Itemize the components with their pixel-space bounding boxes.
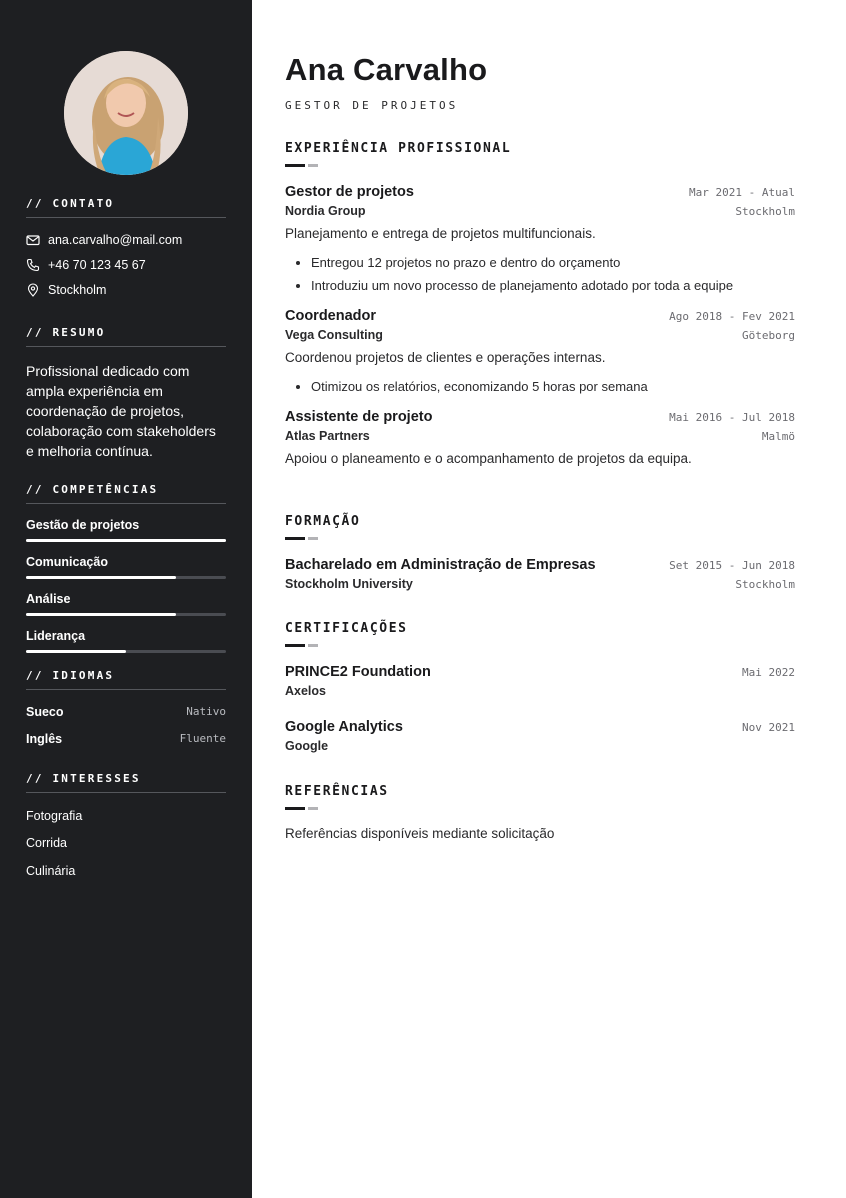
entry-header [285,557,795,573]
job-location: Göteborg [742,329,795,342]
certification-entry [285,664,795,698]
section-divider [285,807,795,810]
skill-name: Análise [26,592,71,606]
education-list [285,557,795,591]
job-description: Apoiou o planeamento e o acompanhamento de projetos da equipa. [285,451,692,466]
language-name: Inglês [26,731,63,746]
entry-header [285,664,795,680]
candidate-name: Ana Carvalho [285,52,488,87]
certification-date: Mai 2022 [742,666,795,679]
interests-section [26,772,226,885]
certifications-section [285,621,795,753]
language-row [26,725,226,752]
experience-entry [285,184,795,297]
languages-section [26,669,226,752]
language-level: Fluente [179,732,226,745]
certification-issuer: Axelos [285,684,326,698]
skill-level-fill [26,650,126,653]
references-section [285,784,795,841]
achievement-item: • Entregou 12 projetos no prazo e dentro do orçamento [311,251,795,274]
skill-level-fill [26,539,226,542]
experience-list [285,184,795,466]
languages-list [26,698,226,752]
summary-heading: // RESUMO [26,326,226,347]
entry-header [285,308,795,324]
entry-header [285,719,795,735]
company-name: Atlas Partners [285,429,370,443]
skill-item [26,555,226,579]
job-description: Planejamento e entrega de projetos multifuncionais. [285,226,596,241]
job-date: Ago 2018 - Fev 2021 [669,310,795,323]
candidate-role: GESTOR DE PROJETOS [285,99,459,112]
skill-name: Comunicação [26,555,108,569]
skill-name: Gestão de projetos [26,518,140,532]
certification-title: Google Analytics [285,719,403,735]
entry-header [285,409,795,425]
achievement-item: • Otimizou os relatórios, economizando 5 horas por semana [311,375,795,398]
language-name: Sueco [26,704,64,719]
job-title: Coordenador [285,308,377,324]
entry-header [285,184,795,200]
skill-item [26,592,226,616]
job-title: Gestor de projetos [285,184,414,200]
certification-entry [285,719,795,753]
language-row [26,698,226,725]
contact-email-text: ana.carvalho@mail.com [48,232,183,247]
interests-heading: // INTERESSES [26,772,226,793]
job-location: Malmö [761,430,795,443]
sidebar [0,0,252,1198]
skill-item [26,629,226,653]
school-name: Stockholm University [285,577,413,591]
entry-subheader [285,328,795,342]
contact-phone-text: +46 70 123 45 67 [48,257,146,272]
skills-list [26,518,226,653]
achievement-item: • Introduziu um novo processo de planejamento adotado por toda a equipe [311,274,795,297]
location-pin-icon [26,283,40,297]
education-heading: FORMAÇÃO [285,514,361,529]
skill-level-fill [26,576,176,579]
profile-photo [64,51,188,175]
contact-location [26,277,226,302]
certification-title: PRINCE2 Foundation [285,664,431,680]
experience-section [285,141,795,466]
contact-email[interactable] [26,227,226,252]
interest-item: Culinária [26,863,76,878]
entry-subheader [285,577,795,591]
skill-name: Liderança [26,629,86,643]
summary-text: Profissional dedicado com ampla experiência em coordenação de projetos, colaboração com stakeholders e melhoria contínua. [26,363,216,459]
language-level: Nativo [186,705,226,718]
education-entry [285,557,795,591]
skill-level-fill [26,613,176,616]
company-name: Nordia Group [285,204,366,218]
section-divider [285,537,795,540]
contact-location-text: Stockholm [48,282,107,297]
company-name: Vega Consulting [285,328,383,342]
certification-issuer: Google [285,739,329,753]
experience-entry [285,409,795,466]
job-location: Stockholm [735,205,795,218]
skill-level-bar [26,576,226,579]
certifications-heading: CERTIFICAÇÕES [285,621,408,636]
job-date: Mar 2021 - Atual [689,186,795,199]
references-heading: REFERÊNCIAS [285,784,389,799]
phone-icon [26,258,40,272]
section-divider [285,164,795,167]
experience-heading: EXPERIÊNCIA PROFISSIONAL [285,141,512,156]
job-date: Mai 2016 - Jul 2018 [669,411,795,424]
entry-subheader [285,739,795,753]
interests-list [26,802,226,885]
references-text: Referências disponíveis mediante solicitação [285,826,555,841]
summary-section [26,326,226,461]
section-divider [285,644,795,647]
skill-item [26,518,226,542]
experience-entry [285,308,795,398]
profile-photo-image [64,51,188,175]
job-title: Assistente de projeto [285,409,433,425]
contact-phone[interactable] [26,252,226,277]
interest-item: Fotografia [26,808,83,823]
skills-heading: // COMPETÊNCIAS [26,483,226,504]
skills-section [26,483,226,653]
job-achievements [285,375,795,398]
interest-item: Corrida [26,836,67,851]
job-description: Coordenou projetos de clientes e operações internas. [285,350,606,365]
contact-heading: // CONTATO [26,197,226,218]
entry-subheader [285,429,795,443]
job-achievements [285,251,795,297]
skill-level-bar [26,650,226,653]
school-location: Stockholm [735,578,795,591]
mail-icon [26,233,40,247]
languages-heading: // IDIOMAS [26,669,226,690]
degree-title: Bacharelado em Administração de Empresas [285,557,596,573]
certification-date: Nov 2021 [742,721,795,734]
skill-level-bar [26,613,226,616]
contact-section [26,197,226,302]
education-section [285,514,795,591]
education-date: Set 2015 - Jun 2018 [669,559,795,572]
entry-subheader [285,684,795,698]
entry-subheader [285,204,795,218]
skill-level-bar [26,539,226,542]
certifications-list [285,664,795,753]
